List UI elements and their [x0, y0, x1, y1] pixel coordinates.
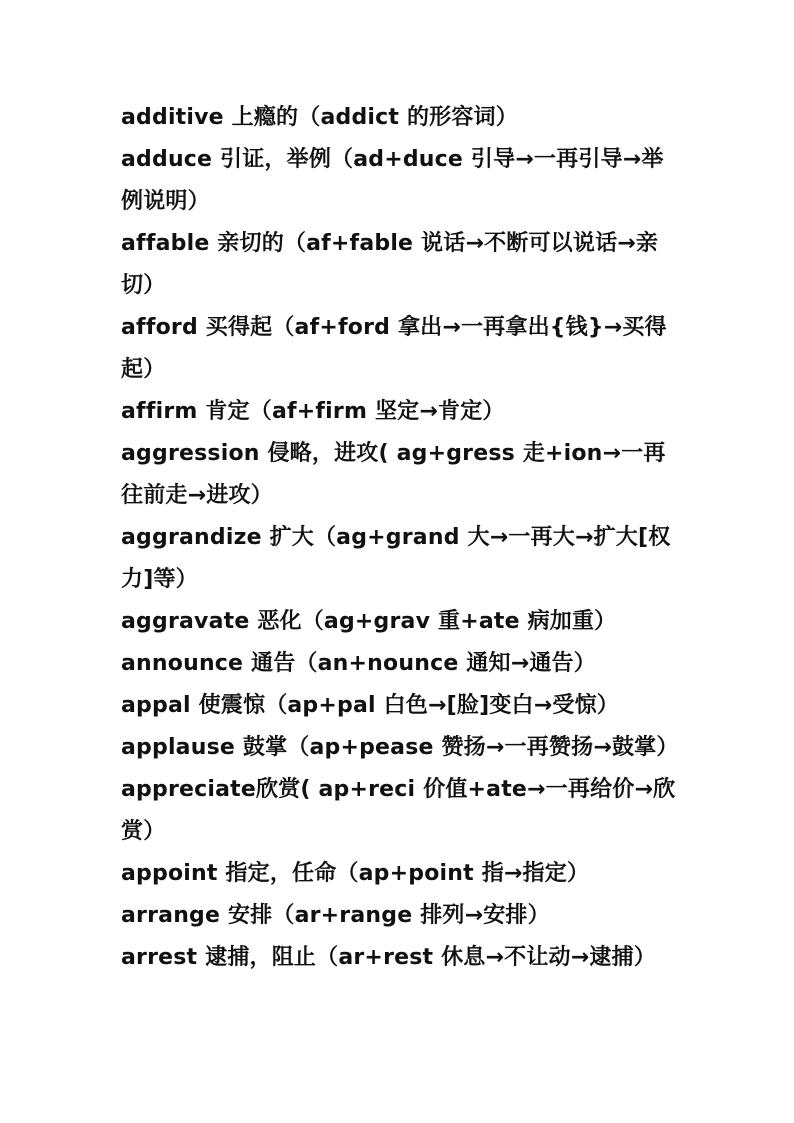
entry-aggression: aggression 侵略，进攻( ag+gress 走+ion→一再往前走→进攻） — [121, 441, 666, 508]
vocabulary-list — [121, 97, 681, 979]
entry-affable: affable 亲切的（af+fable 说话→不断可以说话→亲切） — [121, 231, 659, 298]
entry-announce: announce 通告（an+nounce 通知→通告） — [121, 651, 596, 676]
entry-aggrandize: aggrandize 扩大（ag+grand 大→一再大→扩大[权力]等） — [121, 525, 671, 592]
entry-appoint: appoint 指定，任命（ap+point 指→指定） — [121, 861, 590, 886]
entry-afford: afford 买得起（af+ford 拿出→一再拿出{钱}→买得起） — [121, 315, 667, 382]
entry-arrest: arrest 逮捕，阻止（ar+rest 休息→不让动→逮捕） — [121, 945, 656, 970]
entry-additive: additive 上瘾的（addict 的形容词） — [121, 105, 518, 130]
entry-appreciate: appreciate欣赏( ap+reci 价值+ate→一再给价→欣赏） — [121, 777, 676, 844]
entry-affirm: affirm 肯定（af+firm 坚定→肯定） — [121, 399, 505, 424]
entry-arrange: arrange 安排（ar+range 排列→安排） — [121, 903, 550, 928]
entry-appal: appal 使震惊（ap+pal 白色→[脸]变白→受惊） — [121, 693, 619, 718]
entry-aggravate: aggravate 恶化（ag+grav 重+ate 病加重） — [121, 609, 617, 634]
entry-applause: applause 鼓掌（ap+pease 赞扬→一再赞扬→鼓掌） — [121, 735, 679, 760]
entry-adduce: adduce 引证，举例（ad+duce 引导→一再引导→举例说明） — [121, 147, 664, 214]
